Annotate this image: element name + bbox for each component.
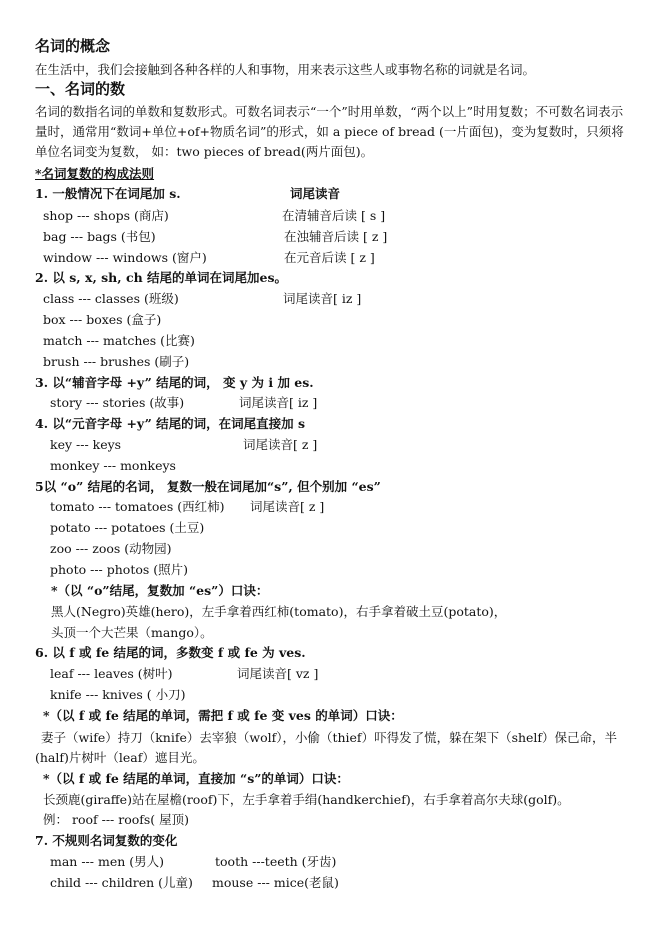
rule1-pron-title: 词尾读音 — [290, 186, 341, 201]
example-row: brush --- brushes (刷子) — [43, 354, 190, 369]
pronunciation: 在清辅音后读 [ s ] — [282, 208, 386, 223]
rules-title: *名词复数的构成法则 — [35, 166, 155, 181]
example-row: monkey --- monkeys — [50, 458, 176, 473]
example-row: key --- keys — [50, 437, 122, 452]
example-row: window --- windows (窗户) — [43, 250, 207, 265]
example-row: 例： roof --- roofs( 屋顶) — [43, 812, 190, 827]
pronunciation: 词尾读音[ iz ] — [283, 291, 362, 306]
example-row: leaf --- leaves (树叶) — [50, 666, 173, 681]
rhyme-line: 黑人(Negro)英雄(hero)，左手拿着西红柿(tomato)，右手拿着破土豆(potato)， — [51, 604, 507, 619]
example-row: zoo --- zoos (动物园) — [50, 541, 172, 556]
rule6-rhyme2-title: *（以 f 或 fe 结尾的单词，直接加 “s”的单词）口诀： — [43, 771, 349, 786]
rule6-rhyme-title: *（以 f 或 fe 结尾的单词，需把 f 或 fe 变 ves 的单词）口诀： — [43, 708, 403, 723]
rule5-rhyme-title: *（以 “o”结尾，复数加 “es”）口诀： — [51, 583, 269, 598]
example-row: box --- boxes (盒子) — [43, 312, 162, 327]
example-row: shop --- shops (商店) — [43, 208, 169, 223]
pronunciation: 词尾读音[ iz ] — [239, 395, 318, 410]
pronunciation: 词尾读音[ z ] — [250, 499, 325, 514]
example-row: knife --- knives ( 小刀) — [50, 687, 186, 702]
rhyme-line: 头顶一个大芒果（mango）。 — [51, 625, 213, 640]
section-title-noun-number: 一、名词的数 — [35, 80, 126, 98]
example-row: child --- children (儿童) — [50, 875, 193, 890]
rhyme-paragraph: 妻子（wife）持刀（knife）去宰狼（wolf），小偷（thief）吓得发了慌，躲在架下（shelf）保己命，半(half)片树叶（leaf）遮目光。 — [35, 730, 618, 765]
example-row: match --- matches (比赛) — [43, 333, 195, 348]
example-row: tomato --- tomatoes (西红柿) — [50, 499, 225, 514]
example-row: photo --- photos (照片) — [50, 562, 189, 577]
example-row: story --- stories (故事) — [50, 395, 185, 410]
intro-paragraph: 在生活中，我们会接触到各种各样的人和事物，用来表示这些人或事物名称的词就是名词。 — [35, 62, 536, 77]
example-row: tooth ---teeth (牙齿) — [215, 854, 337, 869]
rule4-title: 4. 以“元音字母 +y” 结尾的词，在词尾直接加 s — [35, 416, 306, 431]
rhyme-line: 长颈鹿(giraffe)站在屋檐(roof)下，左手拿着手绢(handkerchief)，右手拿着高尔夫球(golf)。 — [43, 792, 570, 807]
example-row: class --- classes (班级) — [43, 291, 179, 306]
rule2-title: 2. 以 s, x, sh, ch 结尾的单词在词尾加es。 — [35, 270, 288, 285]
pronunciation: 词尾读音[ z ] — [243, 437, 318, 452]
example-row: man --- men (男人) — [50, 854, 165, 869]
rule3-title: 3. 以“辅音字母 +y” 结尾的词， 变 y 为 i 加 es. — [35, 375, 314, 390]
example-row: potato --- potatoes (土豆) — [50, 520, 205, 535]
example-row: bag --- bags (书包) — [43, 229, 156, 244]
count-paragraph: 名词的数指名词的单数和复数形式。可数名词表示“一个”时用单数，“两个以上”时用复数；不可数名词表示量时，通常用“数词+单位+of+物质名词”的形式，如 a piece of bread (一片面包)，变为复数时，只须将单位名词变为复数， 如：two pieces of bread(两片面包)。 — [35, 104, 624, 159]
pronunciation: 在元音后读 [ z ] — [284, 250, 375, 265]
example-row: mouse --- mice(老鼠) — [212, 875, 339, 890]
rule6-title: 6. 以 f 或 fe 结尾的词，多数变 f 或 fe 为 ves. — [35, 645, 306, 660]
pronunciation: 在浊辅音后读 [ z ] — [284, 229, 388, 244]
section-title-noun-concept: 名词的概念 — [35, 37, 111, 55]
rule5-title: 5以 “o” 结尾的名词， 复数一般在词尾加“s”, 但个别加 “es” — [35, 479, 381, 494]
rule1-title: 1. 一般情况下在词尾加 s. — [35, 186, 181, 201]
pronunciation: 词尾读音[ vz ] — [237, 666, 319, 681]
rule7-title: 7. 不规则名词复数的变化 — [35, 833, 178, 848]
